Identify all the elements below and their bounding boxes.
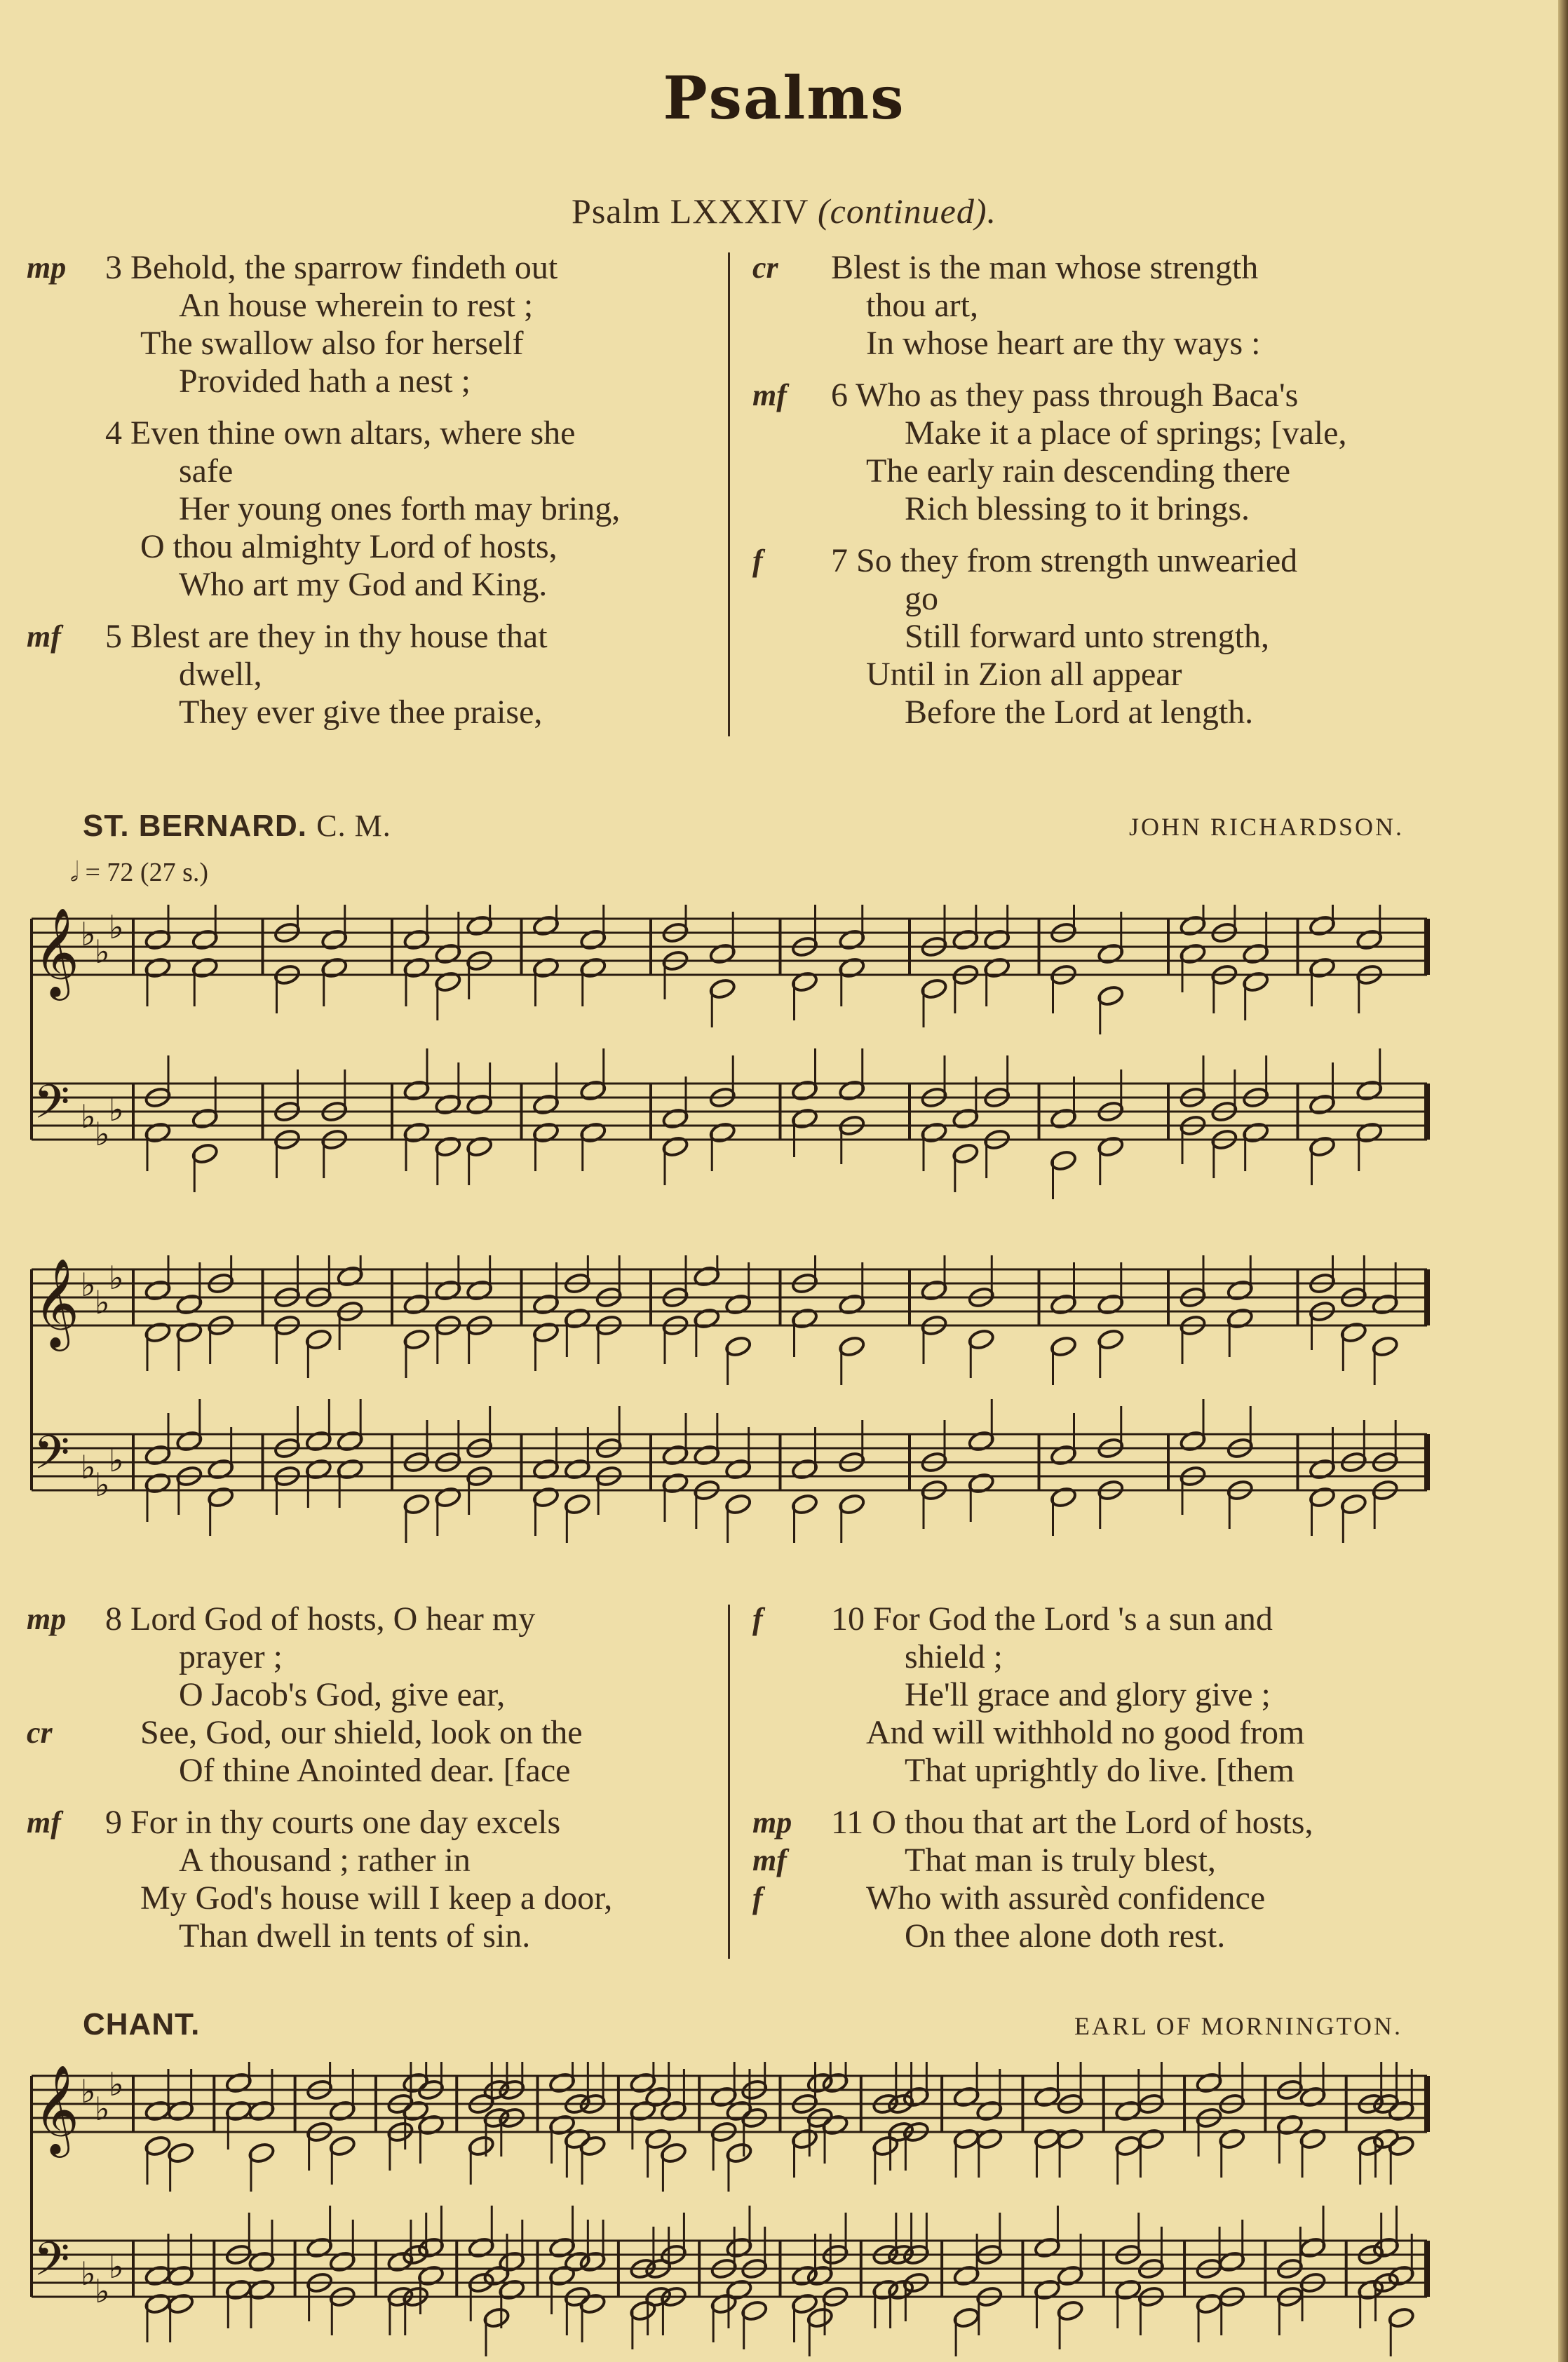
verse-line [28,452,715,490]
verse-line [28,1600,715,1638]
verse-text: The early rain descending there [866,452,1291,490]
dynamic-mark: cr [27,1715,53,1750]
verse-text: That man is truly blest, [905,1842,1216,1879]
verse-line [754,694,1455,731]
dynamic-mark: f [752,544,763,578]
verse-line [754,1600,1455,1638]
verse-line [754,1842,1455,1880]
verse-line [754,325,1455,363]
chant-composer: EARL OF MORNINGTON. [1074,2012,1403,2040]
dynamic-mark: mf [27,1805,61,1840]
verse-text: Of thine Anointed dear. [face [179,1752,571,1789]
treble-clef-icon: 𝄞 [34,2064,80,2154]
tune-title: ST. BERNARD. [83,809,308,843]
column-divider-top [728,252,730,736]
verse-line [28,363,715,400]
verse-text: In whose heart are thy ways : [866,325,1261,362]
verse-text: They ever give thee praise, [179,694,543,731]
verse-text: Who art my God and King. [179,566,548,603]
verse-text: Still forward unto strength, [905,618,1269,655]
verse-text: A thousand ; rather in [179,1842,471,1879]
verse-text: Rich blessing to it brings. [905,490,1250,527]
verse-line [754,377,1455,414]
dynamic-mark: f [752,1881,763,1915]
verse-text: dwell, [179,656,262,693]
verse-text: That uprightly do live. [them [905,1752,1295,1789]
verse-line [28,1714,715,1752]
verses-top-right [754,249,1455,731]
verse-line [28,325,715,363]
tune-composer: JOHN RICHARDSON. [1129,813,1405,841]
stanza-gap [754,528,1455,542]
verse-line [754,287,1455,325]
verse-line [754,1676,1455,1714]
verse-text: See, God, our shield, look on the [140,1714,583,1751]
flat-icon: ♭ [81,1266,96,1304]
tune-name [83,808,391,844]
stanza-gap [754,1790,1455,1804]
continued-label: (continued). [818,191,996,231]
treble-clef-icon: 𝄞 [34,907,80,997]
flat-icon: ♭ [95,1283,110,1321]
flat-icon: ♭ [109,1091,124,1128]
flat-icon: ♭ [81,1098,96,1135]
verse-line [754,618,1455,656]
half-note-icon: 𝅗𝅥 [70,858,79,887]
dynamic-mark: mp [752,1805,792,1840]
flat-icon: ♭ [109,2248,124,2286]
verse-text: Blest is the man whose strength [831,249,1259,286]
dynamic-mark: mp [27,1602,67,1636]
verses-bottom-right [754,1600,1455,1955]
dynamic-mark: cr [752,250,778,285]
stanza-gap [28,604,715,618]
flat-icon: ♭ [95,1115,110,1153]
bass-clef-icon: 𝄢 [34,2232,70,2297]
psalm-label: Psalm LXXXIV [572,191,809,231]
verse-line [28,566,715,604]
verses-bottom-left [28,1600,715,1955]
verse-text: 9 For in thy courts one day excels [105,1804,561,1841]
dynamic-mark: mf [27,619,61,654]
verse-text: The swallow also for herself [140,325,524,362]
music-system-2 [28,1255,1438,1550]
verse-line [28,287,715,325]
verse-text: shield ; [905,1638,1003,1675]
verse-line [754,249,1455,287]
flat-icon: ♭ [109,1259,124,1297]
verse-line [28,1804,715,1842]
verse-line [28,694,715,731]
flat-icon: ♭ [109,2065,124,2103]
verse-line [28,1752,715,1790]
verse-line [28,1676,715,1714]
flat-icon: ♭ [95,2272,110,2310]
verse-line [28,1638,715,1676]
verse-text: go [905,580,938,617]
verse-text: 7 So they from strength unwearied [831,542,1298,579]
verses-top-left [28,249,715,731]
verse-line [754,1752,1455,1790]
verse-text: Who with assurèd confidence [866,1880,1266,1917]
verse-line [754,1714,1455,1752]
verse-text: prayer ; [179,1638,283,1675]
verse-line [754,1880,1455,1917]
psalm-heading [0,191,1568,231]
verse-text: And will withhold no good from [866,1714,1305,1751]
verse-text: O thou almighty Lord of hosts, [140,528,557,565]
flat-icon: ♭ [95,1466,110,1504]
music-system-1 [28,905,1438,1199]
verse-text: On thee alone doth rest. [905,1917,1226,1955]
verse-text: Than dwell in tents of sin. [179,1917,531,1955]
flat-icon: ♭ [81,2072,96,2110]
bass-clef-icon: 𝄢 [34,1426,70,1491]
verse-line [754,1804,1455,1842]
verse-text: 6 Who as they pass through Baca's [831,377,1299,414]
verse-text: My God's house will I keep a door, [140,1880,613,1917]
verse-line [28,528,715,566]
treble-clef-icon: 𝄞 [34,1257,80,1347]
tune-meter: C. M. [316,809,391,843]
verse-text: An house wherein to rest ; [179,287,534,324]
tempo-marking [70,857,208,888]
verse-line [28,1842,715,1880]
flat-icon: ♭ [81,2255,96,2293]
dynamic-mark: f [752,1602,763,1636]
flat-icon: ♭ [109,908,124,946]
page-title: Psalms [663,63,905,133]
verse-line [28,249,715,287]
verse-line [28,618,715,656]
stanza-gap [28,1790,715,1804]
verse-line [754,656,1455,694]
verse-text: 8 Lord God of hosts, O hear my [105,1600,536,1638]
verse-text: Make it a place of springs; [vale, [905,414,1347,452]
chant-name: CHANT. [83,2007,201,2042]
dynamic-mark: mp [27,250,67,285]
dynamic-mark: mf [752,1843,787,1877]
flat-icon: ♭ [81,1448,96,1486]
verse-line [28,1880,715,1917]
verse-text: O Jacob's God, give ear, [179,1676,506,1713]
verse-text: 4 Even thine own altars, where she [105,414,576,452]
verse-line [754,542,1455,580]
verse-text: 11 O thou that art the Lord of hosts, [831,1804,1313,1841]
verse-line [754,490,1455,528]
verse-text: Provided hath a nest ; [179,363,471,400]
verse-text: safe [179,452,234,490]
verse-text: Until in Zion all appear [866,656,1182,693]
music-system-chant [28,2062,1438,2356]
verse-line [28,656,715,694]
verse-text: He'll grace and glory give ; [905,1676,1271,1713]
verse-line [754,580,1455,618]
column-divider-bottom [728,1605,730,1959]
flat-icon: ♭ [95,2090,110,2128]
tempo-value: = 72 (27 s.) [85,858,209,887]
bass-clef-icon: 𝄢 [34,1075,70,1140]
verse-text: thou art, [866,287,978,324]
verse-line [754,414,1455,452]
verse-line [754,1638,1455,1676]
verse-line [754,452,1455,490]
stanza-gap [754,363,1455,377]
flat-icon: ♭ [109,1441,124,1479]
verse-text: Her young ones forth may bring, [179,490,621,527]
verse-text: 3 Behold, the sparrow findeth out [105,249,558,286]
stanza-gap [28,400,715,414]
verse-line [754,1917,1455,1955]
verse-text: 5 Blest are they in thy house that [105,618,548,655]
verse-line [28,1917,715,1955]
verse-text: Before the Lord at length. [905,694,1254,731]
verse-text: 10 For God the Lord 's a sun and [831,1600,1273,1638]
verse-line [28,414,715,452]
flat-icon: ♭ [95,933,110,971]
dynamic-mark: mf [752,378,787,412]
verse-line [28,490,715,528]
flat-icon: ♭ [81,915,96,953]
page-edge [1558,0,1568,2362]
